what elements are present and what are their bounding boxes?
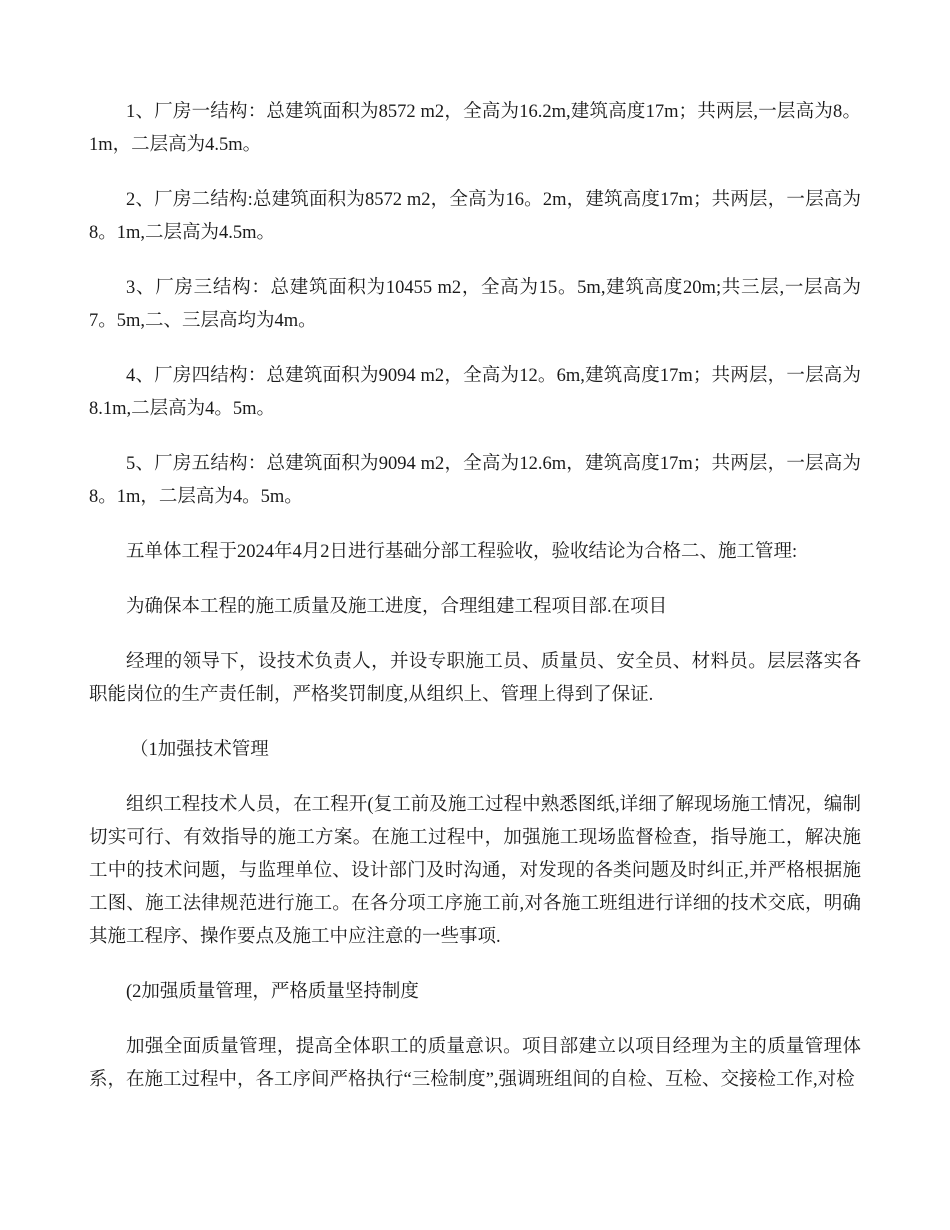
paragraph-building-2: 2、厂房二结构:总建筑面积为8572 m2，全高为16。2m，建筑高度17m；共两层，一层高为8。1m,二层高为4.5m。 [89,190,861,243]
paragraph-building-3: 3、厂房三结构：总建筑面积为10455 m2，全高为15。5m,建筑高度20m;共三层,一层高为7。5m,二、三层高均为4m。 [89,278,861,331]
paragraph-quality-management: 加强全面质量管理，提高全体职工的质量意识。项目部建立以项目经理为主的质量管理体系，在施工过程中，各工序间严格执行“三检制度”,强调班组间的自检、互检、交接检工作,对检 [89,1037,861,1090]
paragraph-acceptance: 五单体工程于2024年4月2日进行基础分部工程验收，验收结论为合格二、施工管理: [126,542,798,562]
paragraph-building-5: 5、厂房五结构：总建筑面积为9094 m2，全高为12.6m，建筑高度17m；共两层，一层高为8。1m，二层高为4。5m。 [89,454,861,507]
paragraph-project-team: 为确保本工程的施工质量及施工进度，合理组建工程项目部.在项目 [126,597,668,617]
heading-quality-management: (2加强质量管理，严格质量坚持制度 [126,982,419,1002]
paragraph-technical-management: 组织工程技术人员，在工程开(复工前及施工过程中熟悉图纸,详细了解现场施工情况，编制切实可行、有效指导的施工方案。在施工过程中，加强施工现场监督检查，指导施工，解决施工中的技术问题，与监理单位、设计部门及时沟通，对发现的各类问题及时纠正,并严格根据施工图、施工法律规范进行施工。在各分项工序施工前,对各施工班组进行详细的技术交底，明确其施工程序、操作要点及施工中应注意的一些事项. [89,795,861,947]
paragraph-building-1: 1、厂房一结构：总建筑面积为8572 m2，全高为16.2m,建筑高度17m；共两层,一层高为8。1m，二层高为4.5m。 [89,102,861,155]
heading-technical-management: （1加强技术管理 [130,740,269,760]
paragraph-building-4: 4、厂房四结构：总建筑面积为9094 m2，全高为12。6m,建筑高度17m；共两层，一层高为8.1m,二层高为4。5m。 [89,366,861,419]
document-body [89,96,861,1119]
paragraph-manager-leadership: 经理的领导下，设技术负责人，并设专职施工员、质量员、安全员、材料员。层层落实各职能岗位的生产责任制，严格奖罚制度,从组织上、管理上得到了保证. [89,652,861,705]
